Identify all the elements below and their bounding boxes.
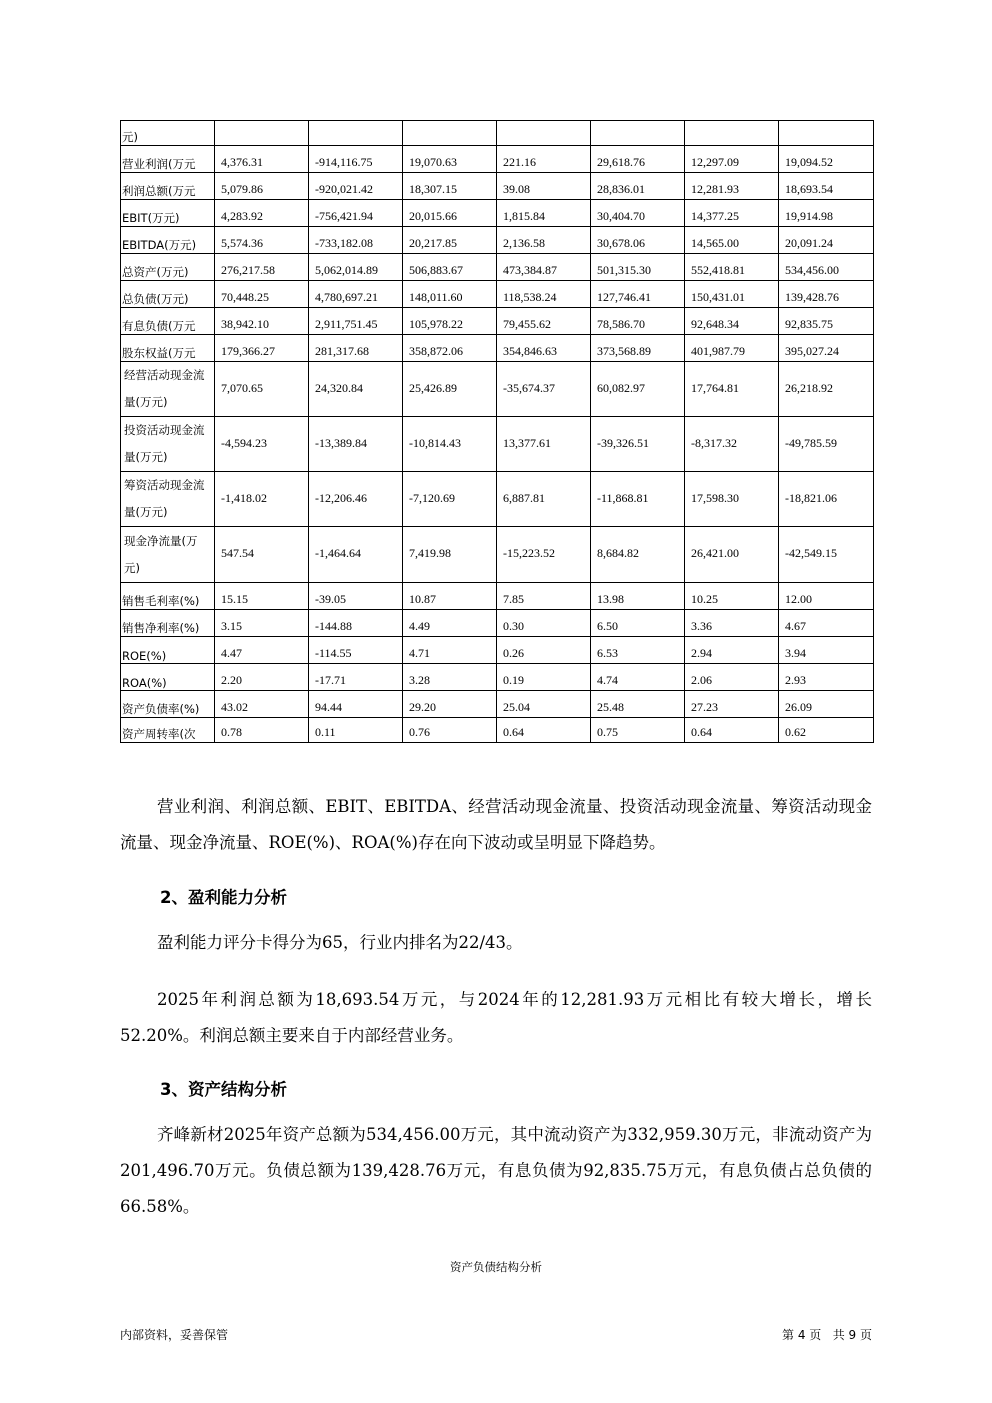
table-cell: 105,978.22 <box>403 308 497 335</box>
table-cell: 4.67 <box>779 610 874 637</box>
table-cell: 30,404.70 <box>591 200 685 227</box>
table-cell <box>591 121 685 146</box>
table-row <box>121 227 874 254</box>
row-label: 总资产(万元) <box>121 254 215 281</box>
table-cell: 0.64 <box>685 718 779 743</box>
table-cell: 27.23 <box>685 691 779 718</box>
table-cell: 3.36 <box>685 610 779 637</box>
table-cell: 3.28 <box>403 664 497 691</box>
table-cell: 92,835.75 <box>779 308 874 335</box>
table-body <box>121 121 874 743</box>
table-cell: 2.06 <box>685 664 779 691</box>
table-cell <box>779 121 874 146</box>
table-cell: 78,586.70 <box>591 308 685 335</box>
table-cell: 401,987.79 <box>685 335 779 362</box>
table-row <box>121 200 874 227</box>
table-cell: 10.25 <box>685 583 779 610</box>
table-row <box>121 173 874 200</box>
table-cell: -920,021.42 <box>309 173 403 200</box>
chart-caption: 资产负债结构分析 <box>450 1260 542 1274</box>
table-row <box>121 335 874 362</box>
table-cell: 2,136.58 <box>497 227 591 254</box>
table-cell: 0.19 <box>497 664 591 691</box>
table-cell: 28,836.01 <box>591 173 685 200</box>
table-cell: 7,419.98 <box>403 527 497 583</box>
table-cell: 6.53 <box>591 637 685 664</box>
table-cell: -733,182.08 <box>309 227 403 254</box>
table-cell: -17.71 <box>309 664 403 691</box>
table-cell: 12,281.93 <box>685 173 779 200</box>
table-cell: 6,887.81 <box>497 472 591 527</box>
table-row <box>121 121 874 146</box>
table-cell: 12.00 <box>779 583 874 610</box>
table-cell: -756,421.94 <box>309 200 403 227</box>
row-label: EBITDA(万元) <box>121 227 215 254</box>
table-cell: -1,418.02 <box>215 472 309 527</box>
row-label: 元) <box>121 121 215 146</box>
table-cell: 26,421.00 <box>685 527 779 583</box>
table-cell: 15.15 <box>215 583 309 610</box>
table-cell: 4.49 <box>403 610 497 637</box>
table-cell: 79,455.62 <box>497 308 591 335</box>
table-cell <box>309 121 403 146</box>
row-label: 营业利润(万元 <box>121 146 215 173</box>
table-cell: 19,914.98 <box>779 200 874 227</box>
table-cell: 25,426.89 <box>403 362 497 417</box>
table-cell: 1,815.84 <box>497 200 591 227</box>
table-cell: 8,684.82 <box>591 527 685 583</box>
table-cell: -12,206.46 <box>309 472 403 527</box>
table-cell: 0.30 <box>497 610 591 637</box>
table-cell: 4.47 <box>215 637 309 664</box>
table-row <box>121 146 874 173</box>
table-cell: -39,326.51 <box>591 417 685 472</box>
table-cell: -8,317.32 <box>685 417 779 472</box>
table-cell: 17,764.81 <box>685 362 779 417</box>
table-cell: 0.78 <box>215 718 309 743</box>
table-cell: 17,598.30 <box>685 472 779 527</box>
table-cell: 25.04 <box>497 691 591 718</box>
table-row <box>121 718 874 743</box>
table-cell <box>685 121 779 146</box>
table-row <box>121 417 874 472</box>
table-cell: 2.20 <box>215 664 309 691</box>
table-row <box>121 637 874 664</box>
table-cell: 94.44 <box>309 691 403 718</box>
table-cell: 506,883.67 <box>403 254 497 281</box>
row-label: 销售净利率(%) <box>121 610 215 637</box>
table-cell: 5,062,014.89 <box>309 254 403 281</box>
table-cell: 7.85 <box>497 583 591 610</box>
row-label: 股东权益(万元 <box>121 335 215 362</box>
table-cell: -914,116.75 <box>309 146 403 173</box>
table-cell: 14,565.00 <box>685 227 779 254</box>
table-cell: 354,846.63 <box>497 335 591 362</box>
table-cell: 18,693.54 <box>779 173 874 200</box>
table-cell: 5,079.86 <box>215 173 309 200</box>
table-cell: -114.55 <box>309 637 403 664</box>
table-cell: 6.50 <box>591 610 685 637</box>
table-cell: -1,464.64 <box>309 527 403 583</box>
table-cell: -144.88 <box>309 610 403 637</box>
table-row <box>121 691 874 718</box>
table-cell: 20,015.66 <box>403 200 497 227</box>
table-cell: 2.94 <box>685 637 779 664</box>
table-cell: 118,538.24 <box>497 281 591 308</box>
table-cell: 43.02 <box>215 691 309 718</box>
table-cell: 547.54 <box>215 527 309 583</box>
table-cell: 39.08 <box>497 173 591 200</box>
table-cell <box>403 121 497 146</box>
table-cell: 0.26 <box>497 637 591 664</box>
asset-structure-paragraph: 齐峰新材2025年资产总额为534,456.00万元，其中流动资产为332,959.30万元，非流动资产为201,496.70万元。负债总额为139,428.76万元，有息负债为92,835.75万元，有息负债占总负债的66.58%。 <box>120 1125 872 1216</box>
trend-paragraph: 营业利润、利润总额、EBIT、EBITDA、经营活动现金流量、投资活动现金流量、筹资活动现金流量、现金净流量、ROE(%)、ROA(%)存在向下波动或呈明显下降趋势。 <box>120 797 872 852</box>
table-cell: -11,868.81 <box>591 472 685 527</box>
row-label: ROA(%) <box>121 664 215 691</box>
table-cell <box>497 121 591 146</box>
table-cell: 221.16 <box>497 146 591 173</box>
table-cell: 0.75 <box>591 718 685 743</box>
table-cell: -42,549.15 <box>779 527 874 583</box>
table-cell: 18,307.15 <box>403 173 497 200</box>
table-cell: 29,618.76 <box>591 146 685 173</box>
table-cell: 5,574.36 <box>215 227 309 254</box>
table-cell: -39.05 <box>309 583 403 610</box>
financial-metrics-table <box>120 120 874 743</box>
table-cell: 127,746.41 <box>591 281 685 308</box>
table-cell: 4,283.92 <box>215 200 309 227</box>
table-cell: 0.64 <box>497 718 591 743</box>
table-cell: 38,942.10 <box>215 308 309 335</box>
table-cell: 179,366.27 <box>215 335 309 362</box>
row-label: 经营活动现金流量(万元) <box>121 362 215 417</box>
table-cell: 0.11 <box>309 718 403 743</box>
table-cell: 13,377.61 <box>497 417 591 472</box>
row-label: 总负债(万元) <box>121 281 215 308</box>
table-row <box>121 362 874 417</box>
row-label: 有息负债(万元 <box>121 308 215 335</box>
table-row <box>121 281 874 308</box>
row-label: 利润总额(万元 <box>121 173 215 200</box>
table-cell: 501,315.30 <box>591 254 685 281</box>
table-cell: 139,428.76 <box>779 281 874 308</box>
row-label: 资产周转率(次 <box>121 718 215 743</box>
table-cell: 4.74 <box>591 664 685 691</box>
table-cell: 2.93 <box>779 664 874 691</box>
row-label: 销售毛利率(%) <box>121 583 215 610</box>
profit-growth-paragraph: 2025年利润总额为18,693.54万元，与2024年的12,281.93万元相比有较大增长，增长52.20%。利润总额主要来自于内部经营业务。 <box>120 990 872 1045</box>
table-cell: 552,418.81 <box>685 254 779 281</box>
table-cell: 20,091.24 <box>779 227 874 254</box>
table-cell: 473,384.87 <box>497 254 591 281</box>
section-heading-asset-structure: 3、资产结构分析 <box>160 1080 287 1099</box>
table-cell: 4,376.31 <box>215 146 309 173</box>
table-cell: 3.94 <box>779 637 874 664</box>
table-cell: 92,648.34 <box>685 308 779 335</box>
row-label: 现金净流量(万元) <box>121 527 215 583</box>
table-cell: 26,218.92 <box>779 362 874 417</box>
table-cell: -10,814.43 <box>403 417 497 472</box>
table-row <box>121 664 874 691</box>
table-cell: 19,094.52 <box>779 146 874 173</box>
table-cell: 0.62 <box>779 718 874 743</box>
table-cell: 4,780,697.21 <box>309 281 403 308</box>
table-cell: -35,674.37 <box>497 362 591 417</box>
table-cell: 10.87 <box>403 583 497 610</box>
table-cell: 26.09 <box>779 691 874 718</box>
table-cell: 358,872.06 <box>403 335 497 362</box>
table-cell: 276,217.58 <box>215 254 309 281</box>
row-label: 资产负债率(%) <box>121 691 215 718</box>
table-row <box>121 583 874 610</box>
table-cell: 30,678.06 <box>591 227 685 254</box>
row-label: 筹资活动现金流量(万元) <box>121 472 215 527</box>
table-cell: 19,070.63 <box>403 146 497 173</box>
row-label: ROE(%) <box>121 637 215 664</box>
table-cell: 3.15 <box>215 610 309 637</box>
section-heading-profitability: 2、盈利能力分析 <box>160 888 287 907</box>
table-cell: -18,821.06 <box>779 472 874 527</box>
table-cell: -15,223.52 <box>497 527 591 583</box>
table-cell: 0.76 <box>403 718 497 743</box>
table-row <box>121 308 874 335</box>
table-cell: 4.71 <box>403 637 497 664</box>
table-cell: 13.98 <box>591 583 685 610</box>
table-cell: -7,120.69 <box>403 472 497 527</box>
table-cell <box>215 121 309 146</box>
row-label: EBIT(万元) <box>121 200 215 227</box>
table-row <box>121 527 874 583</box>
table-cell: 373,568.89 <box>591 335 685 362</box>
table-cell: 29.20 <box>403 691 497 718</box>
table-cell: 150,431.01 <box>685 281 779 308</box>
table-cell: 60,082.97 <box>591 362 685 417</box>
table-cell: 25.48 <box>591 691 685 718</box>
table-cell: 7,070.65 <box>215 362 309 417</box>
table-cell: 24,320.84 <box>309 362 403 417</box>
table-cell: 534,456.00 <box>779 254 874 281</box>
table-row <box>121 254 874 281</box>
table-row <box>121 472 874 527</box>
table-cell: 20,217.85 <box>403 227 497 254</box>
table-cell: -13,389.84 <box>309 417 403 472</box>
row-label: 投资活动现金流量(万元) <box>121 417 215 472</box>
table-cell: 395,027.24 <box>779 335 874 362</box>
table-cell: -4,594.23 <box>215 417 309 472</box>
table-cell: -49,785.59 <box>779 417 874 472</box>
table-cell: 148,011.60 <box>403 281 497 308</box>
table-cell: 2,911,751.45 <box>309 308 403 335</box>
table-cell: 14,377.25 <box>685 200 779 227</box>
table-cell: 70,448.25 <box>215 281 309 308</box>
table-cell: 12,297.09 <box>685 146 779 173</box>
table-cell: 281,317.68 <box>309 335 403 362</box>
footer-confidential-note: 内部资料，妥善保管 <box>120 1328 229 1342</box>
table-row <box>121 610 874 637</box>
footer-page-number: 第 4 页 共 9 页 <box>782 1328 872 1342</box>
profit-score-paragraph: 盈利能力评分卡得分为65，行业内排名为22/43。 <box>157 933 523 952</box>
